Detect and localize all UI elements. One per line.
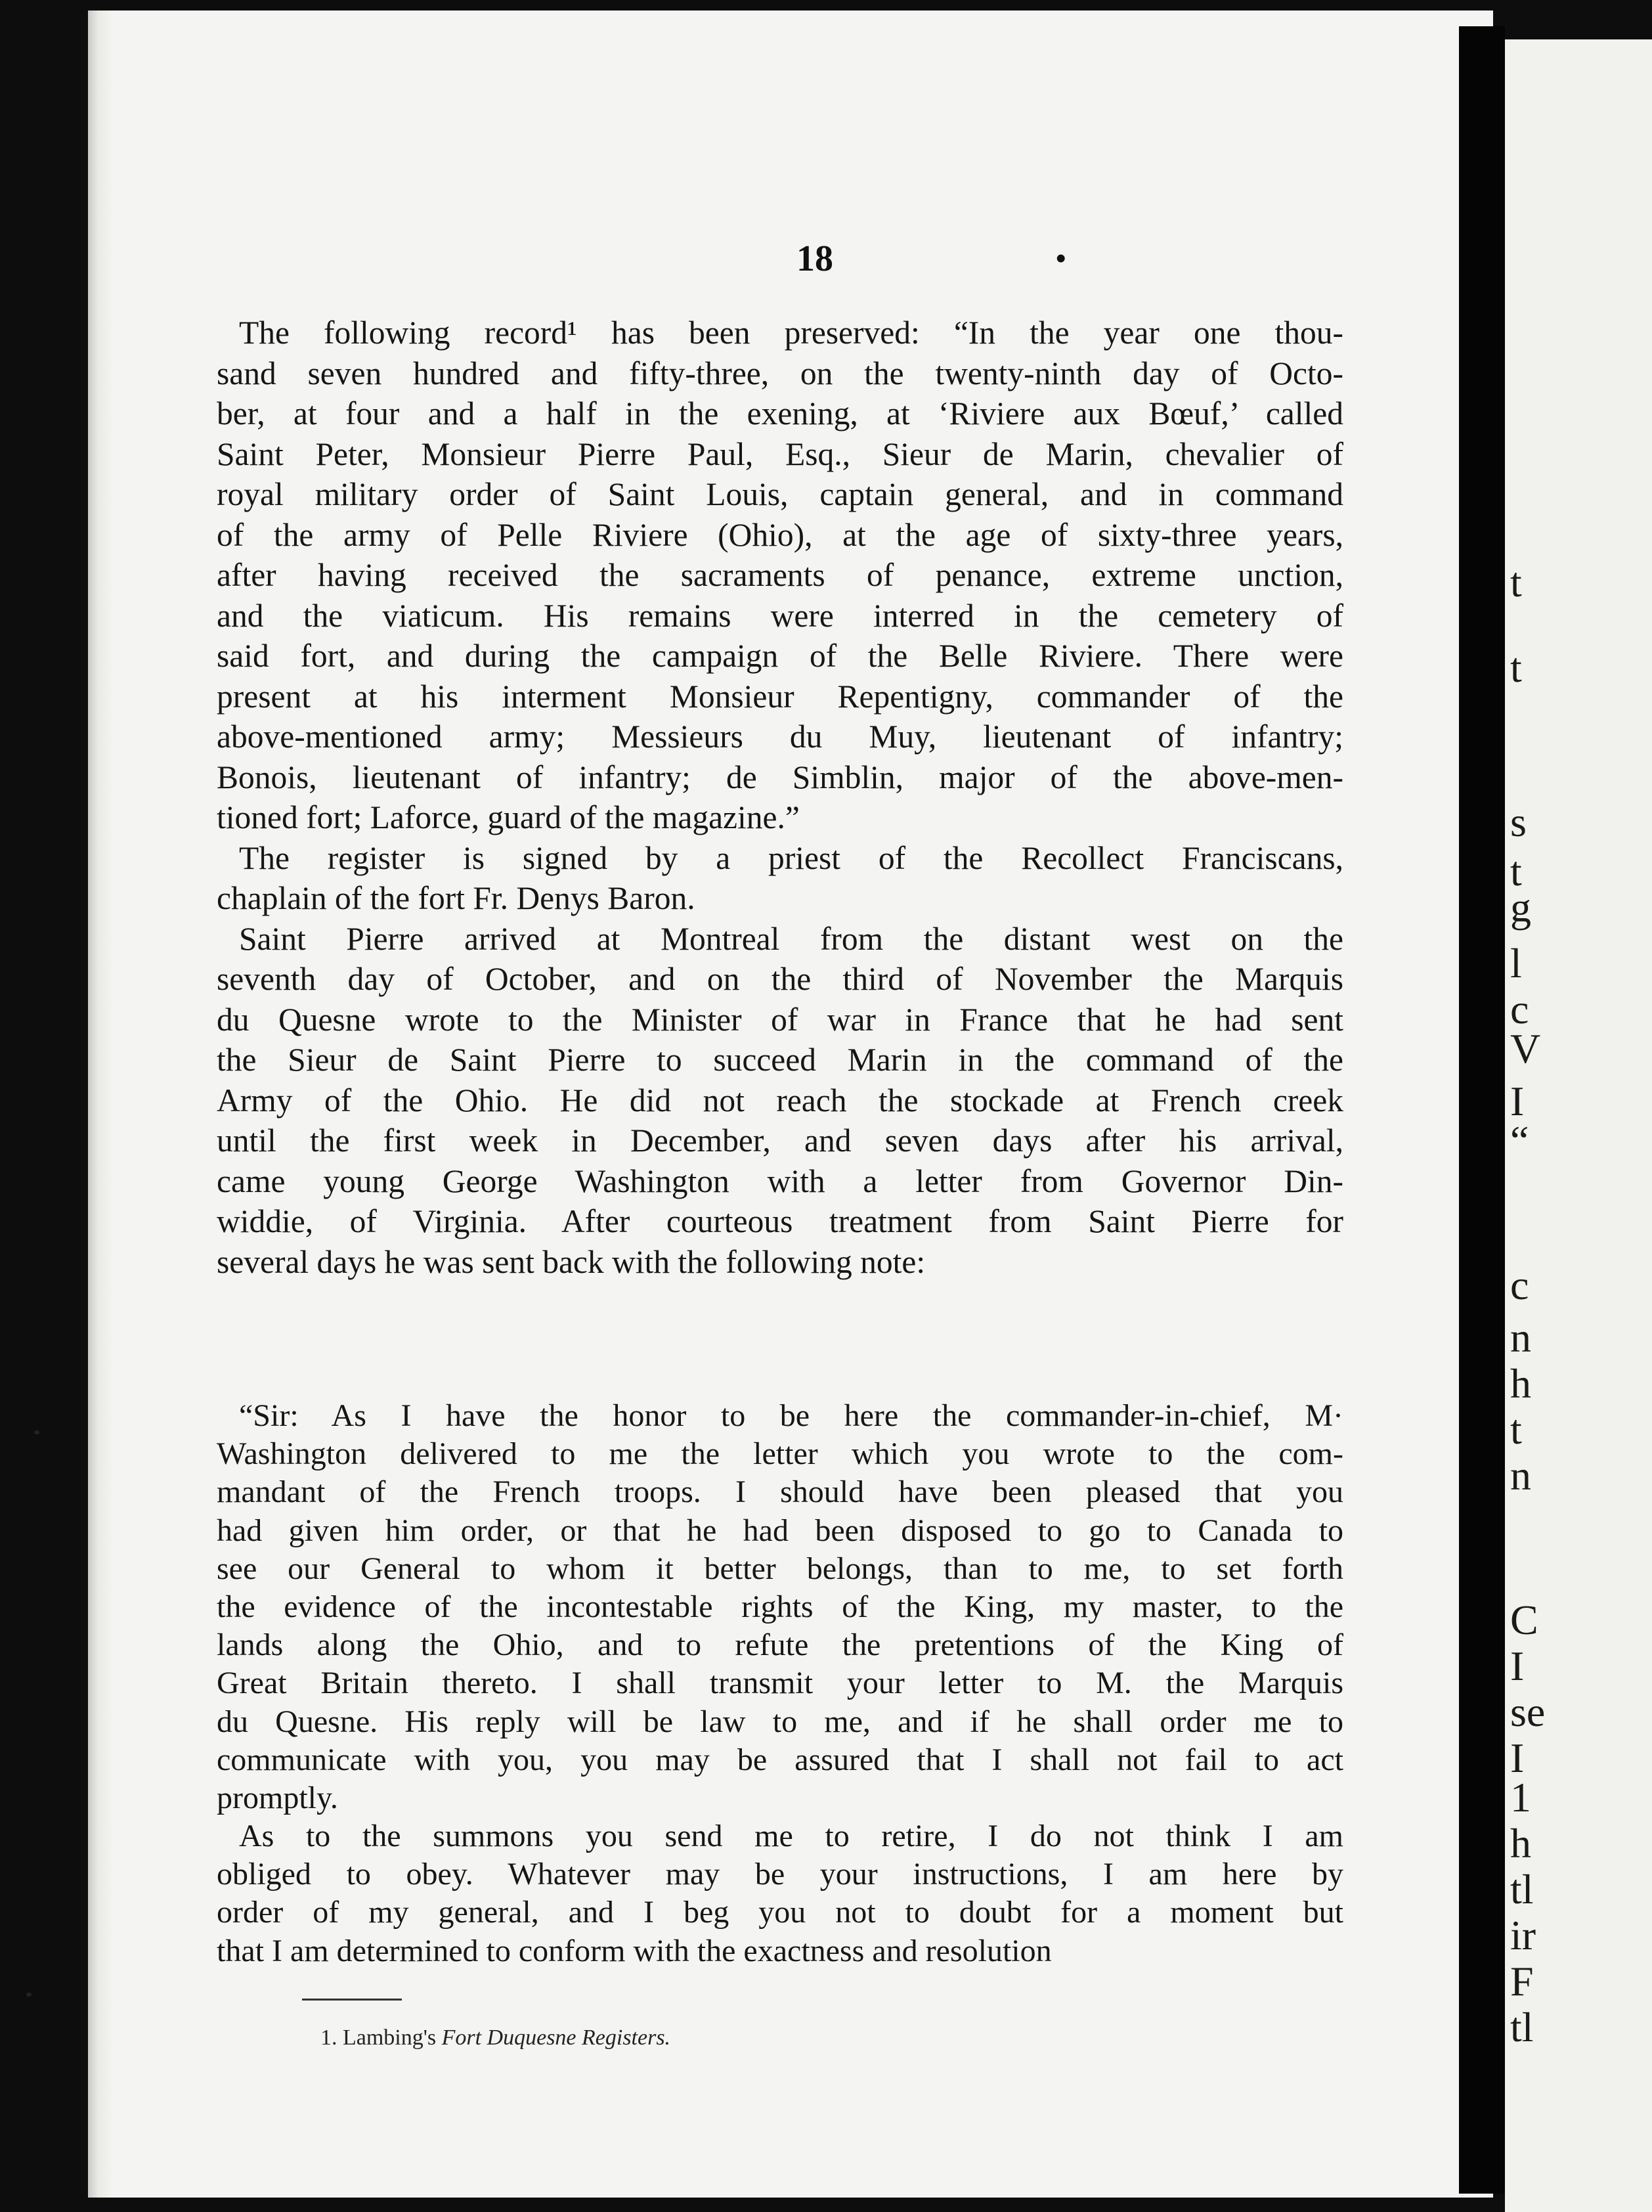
- text-line: widdie, of Virginia. After courteous treatment from Saint Pierre for: [217, 1203, 1343, 1239]
- facing-page-letter: t: [1510, 559, 1522, 606]
- page-binding-edge: [88, 11, 113, 2198]
- facing-page-letter: c: [1510, 986, 1529, 1032]
- text-line: of the army of Pelle Riviere (Ohio), at the age of sixty-three years,: [217, 516, 1343, 553]
- facing-page-letter: n: [1510, 1452, 1531, 1499]
- text-line: sand seven hundred and fifty-three, on the twenty-ninth day of Octo-: [217, 355, 1343, 391]
- facing-page-letter: tl: [1510, 2004, 1534, 2050]
- text-line: lands along the Ohio, and to refute the pretentions of the King of: [217, 1627, 1343, 1663]
- scan-speck: [26, 1993, 32, 1997]
- text-line: tioned fort; Laforce, guard of the magazine.”: [217, 799, 800, 835]
- text-line: that I am determined to conform with the exactness and resolution: [217, 1933, 1052, 1968]
- facing-page-letter: g: [1510, 884, 1531, 931]
- facing-page-letter: “: [1510, 1117, 1529, 1164]
- text-line: until the first week in December, and seven days after his arrival,: [217, 1122, 1343, 1159]
- facing-page-letter: c: [1510, 1262, 1529, 1308]
- paragraph-register: [217, 838, 1343, 919]
- facing-page-letter: F: [1510, 1958, 1534, 2004]
- text-line: chaplain of the fort Fr. Denys Baron.: [217, 880, 695, 916]
- text-line: present at his interment Monsieur Repentigny, commander of the: [217, 678, 1343, 715]
- text-line: several days he was sent back with the following note:: [217, 1243, 926, 1280]
- facing-page-letter: I: [1510, 1078, 1525, 1124]
- text-line: ber, at four and a half in the exening, at ‘Riviere aux Bœuf,’ called: [217, 395, 1343, 431]
- footnote: [320, 2025, 670, 2050]
- scan-speck: [34, 1430, 39, 1434]
- paragraph-saint-pierre: [217, 919, 1343, 1283]
- facing-page-letter: h: [1510, 1820, 1531, 1867]
- text-line: obliged to obey. Whatever may be your instructions, I am here by: [217, 1857, 1343, 1892]
- text-line: seventh day of October, and on the third of November the Marquis: [217, 961, 1343, 997]
- text-line: the Sieur de Saint Pierre to succeed Marin in the command of the: [217, 1042, 1343, 1078]
- facing-page-letter: n: [1510, 1314, 1531, 1361]
- text-line: said fort, and during the campaign of the Belle Riviere. There were: [217, 638, 1343, 674]
- footnote-number: 1.: [320, 2025, 337, 2050]
- facing-page-letter: ir: [1510, 1912, 1536, 1958]
- facing-page-letter: t: [1510, 644, 1522, 691]
- facing-page-letter: t: [1510, 1406, 1522, 1453]
- text-line: Saint Pierre arrived at Montreal from the distant west on the: [239, 920, 1343, 957]
- facing-page-letter: tl: [1510, 1866, 1534, 1913]
- text-line: royal military order of Saint Louis, captain general, and in command: [217, 476, 1343, 512]
- text-line: “Sir: As I have the honor to be here the commander-in-chief, M·: [239, 1398, 1343, 1433]
- facing-page-letter: s: [1510, 799, 1527, 845]
- text-line: had given him order, or that he had been disposed to go to Canada to: [217, 1513, 1343, 1548]
- footnote-title: Fort Duquesne Registers.: [441, 2025, 671, 2050]
- text-line: order of my general, and I beg you not to doubt for a moment but: [217, 1895, 1343, 1930]
- facing-page-letter: V: [1510, 1025, 1541, 1072]
- facing-page-letter: h: [1510, 1360, 1531, 1407]
- text-line: du Quesne wrote to the Minister of war in France that he had sent: [217, 1001, 1343, 1038]
- facing-page-letter: t: [1510, 848, 1522, 895]
- text-line: after having received the sacraments of penance, extreme unction,: [217, 557, 1343, 593]
- facing-page-letter: 1: [1510, 1774, 1531, 1821]
- facing-page-fragment: [1505, 39, 1652, 2212]
- text-line: Washington delivered to me the letter which you wrote to the com-: [217, 1436, 1343, 1472]
- text-line: above-mentioned army; Messieurs du Muy, lieutenant of infantry;: [217, 719, 1343, 755]
- letter-paragraph-2: [217, 1817, 1343, 1970]
- page-number: 18: [796, 238, 833, 279]
- text-line: The register is signed by a priest of the Recollect Franciscans,: [239, 839, 1343, 876]
- body-text: [217, 313, 1343, 1282]
- text-line: du Quesne. His reply will be law to me, and if he shall order me to: [217, 1704, 1343, 1739]
- footnote-rule: [302, 1999, 402, 2001]
- text-line: The following record¹ has been preserved: “In the year one thou-: [239, 315, 1343, 351]
- text-line: and the viaticum. His remains were interred in the cemetery of: [217, 597, 1343, 634]
- text-line: communicate with you, you may be assured that I shall not fail to act: [217, 1742, 1343, 1777]
- printer-mark: •: [1056, 242, 1066, 275]
- text-line: see our General to whom it better belongs, than to me, to set forth: [217, 1551, 1343, 1586]
- letter-text: [217, 1397, 1343, 1970]
- facing-page-letter: I: [1510, 1643, 1525, 1689]
- facing-page-letter: l: [1510, 940, 1522, 986]
- text-line: promptly.: [217, 1780, 338, 1815]
- text-line: the evidence of the incontestable rights of the King, my master, to the: [217, 1589, 1343, 1624]
- gutter-shadow: [1459, 26, 1505, 2194]
- text-line: Saint Peter, Monsieur Pierre Paul, Esq., Sieur de Marin, chevalier of: [217, 435, 1343, 472]
- text-line: Bonois, lieutenant of infantry; de Simblin, major of the above-men-: [217, 759, 1343, 795]
- text-line: Great Britain thereto. I shall transmit your letter to M. the Marquis: [217, 1666, 1343, 1701]
- paragraph-record: [217, 313, 1343, 838]
- footnote-author: Lambing's: [343, 2025, 437, 2050]
- facing-page-letter: se: [1510, 1689, 1546, 1735]
- facing-page-letter: I: [1510, 1735, 1525, 1781]
- text-line: came young George Washington with a letter from Governor Din-: [217, 1162, 1343, 1199]
- facing-page-letter: C: [1510, 1597, 1538, 1643]
- letter-paragraph-1: [217, 1397, 1343, 1817]
- text-line: Army of the Ohio. He did not reach the stockade at French creek: [217, 1082, 1343, 1118]
- text-line: As to the summons you send me to retire, I do not think I am: [239, 1819, 1343, 1854]
- text-line: mandant of the French troops. I should have been pleased that you: [217, 1474, 1343, 1510]
